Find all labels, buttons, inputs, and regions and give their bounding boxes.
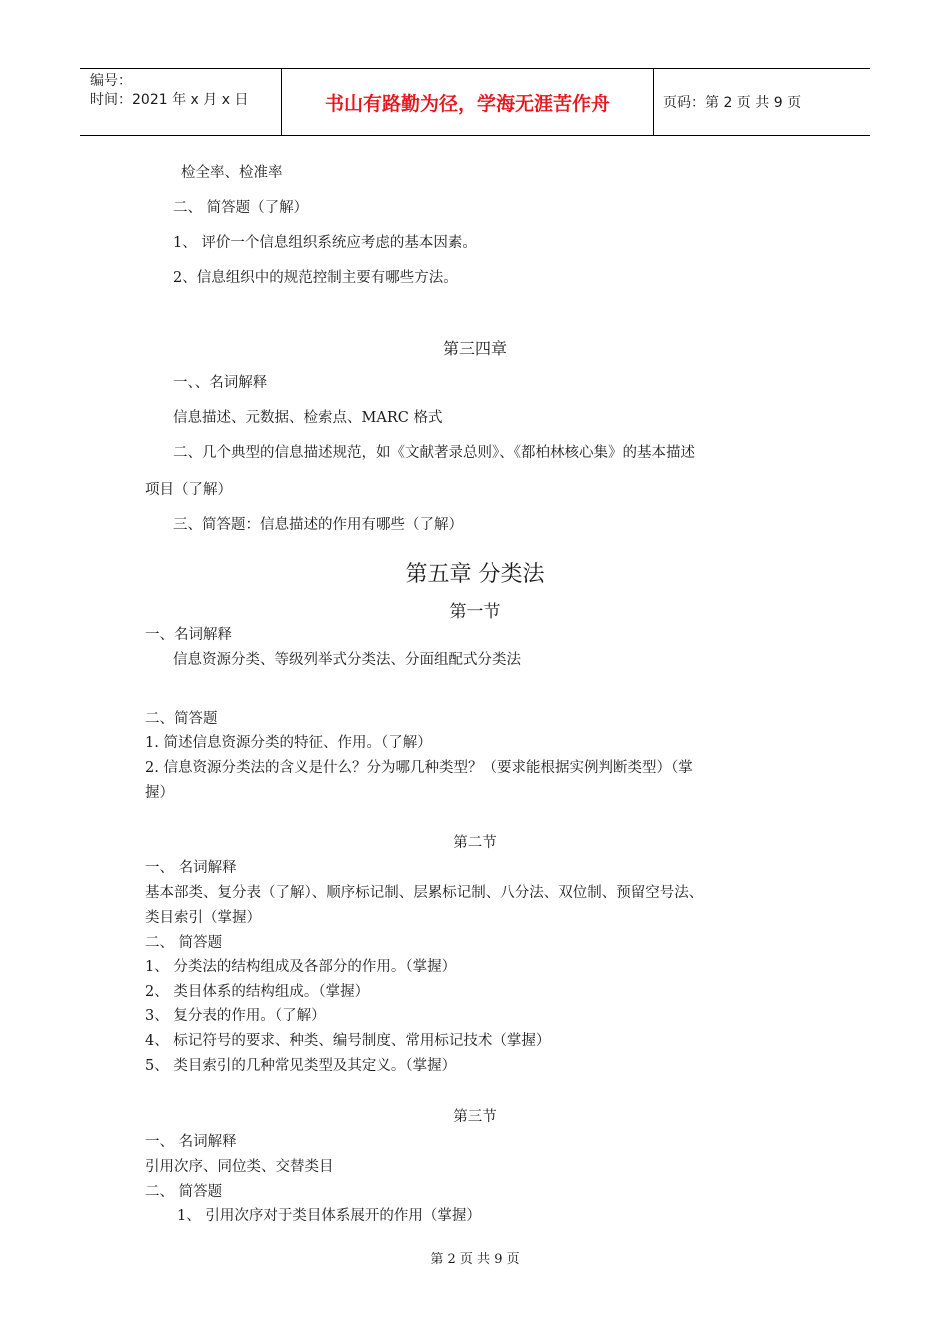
text-line: 1. 简述信息资源分类的特征、作用。（了解） bbox=[145, 735, 432, 751]
header-motto: 书山有路勤为径，学海无涯苦作舟 bbox=[282, 69, 654, 135]
section-title: 第二节 bbox=[453, 835, 497, 851]
text-line: 二、简答题 bbox=[145, 711, 218, 727]
chapter-title: 第五章 分类法 bbox=[405, 562, 545, 587]
time-label: 时间：2021 年 x 月 x 日 bbox=[90, 92, 249, 108]
text-line: 3、 复分表的作用。（了解） bbox=[145, 1008, 326, 1024]
text-line: 握） bbox=[145, 785, 174, 801]
text-line: 二、 简答题 bbox=[145, 935, 223, 951]
number-label: 编号： bbox=[90, 73, 132, 89]
header-meta bbox=[80, 69, 282, 135]
text-line: 1、 引用次序对于类目体系展开的作用（掌握） bbox=[177, 1208, 481, 1224]
text-line: 检全率、检准率 bbox=[181, 165, 283, 181]
text-line: 4、 标记符号的要求、种类、编号制度、常用标记技术（掌握） bbox=[145, 1033, 551, 1049]
text-line: 2、 类目体系的结构组成。（掌握） bbox=[145, 984, 370, 1000]
section-title: 第三节 bbox=[453, 1109, 497, 1125]
page-footer: 第 2 页 共 9 页 bbox=[430, 1252, 520, 1267]
section-title: 第一节 bbox=[449, 602, 501, 622]
text-line: 项目（了解） bbox=[145, 482, 232, 498]
text-line: 2. 信息资源分类法的含义是什么？分为哪几种类型？（要求能根据实例判断类型）（掌 bbox=[145, 760, 693, 776]
header-page-info: 页码：第 2 页 共 9 页 bbox=[663, 95, 802, 111]
chapter-heading: 第三四章 bbox=[442, 339, 507, 358]
text-line: 二、 简答题 bbox=[145, 1184, 223, 1200]
text-line: 1、 分类法的结构组成及各部分的作用。（掌握） bbox=[145, 959, 457, 975]
text-line: 信息资源分类、等级列举式分类法、分面组配式分类法 bbox=[173, 652, 521, 668]
text-line: 引用次序、同位类、交替类目 bbox=[145, 1159, 334, 1175]
text-line: 2、信息组织中的规范控制主要有哪些方法。 bbox=[173, 270, 458, 286]
text-line: 一、 名词解释 bbox=[145, 860, 237, 876]
text-line: 二、几个典型的信息描述规范，如《文献著录总则》、《都柏林核心集》的基本描述 bbox=[173, 445, 695, 461]
text-line: 基本部类、复分表（了解）、顺序标记制、层累标记制、八分法、双位制、预留空号法、 bbox=[145, 885, 704, 901]
text-line: 一、、名词解释 bbox=[173, 375, 268, 391]
text-line: 信息描述、元数据、检索点、MARC 格式 bbox=[173, 410, 443, 426]
text-line: 一、名词解释 bbox=[145, 627, 232, 643]
text-line: 一、 名词解释 bbox=[145, 1134, 237, 1150]
text-line: 三、简答题：信息描述的作用有哪些（了解） bbox=[173, 517, 463, 533]
text-line: 二、 简答题（了解） bbox=[173, 200, 309, 216]
text-line: 1、 评价一个信息组织系统应考虑的基本因素。 bbox=[173, 235, 477, 251]
text-line: 类目索引（掌握） bbox=[145, 910, 261, 926]
page-header bbox=[80, 68, 870, 136]
text-line: 5、 类目索引的几种常见类型及其定义。（掌握） bbox=[145, 1058, 457, 1074]
